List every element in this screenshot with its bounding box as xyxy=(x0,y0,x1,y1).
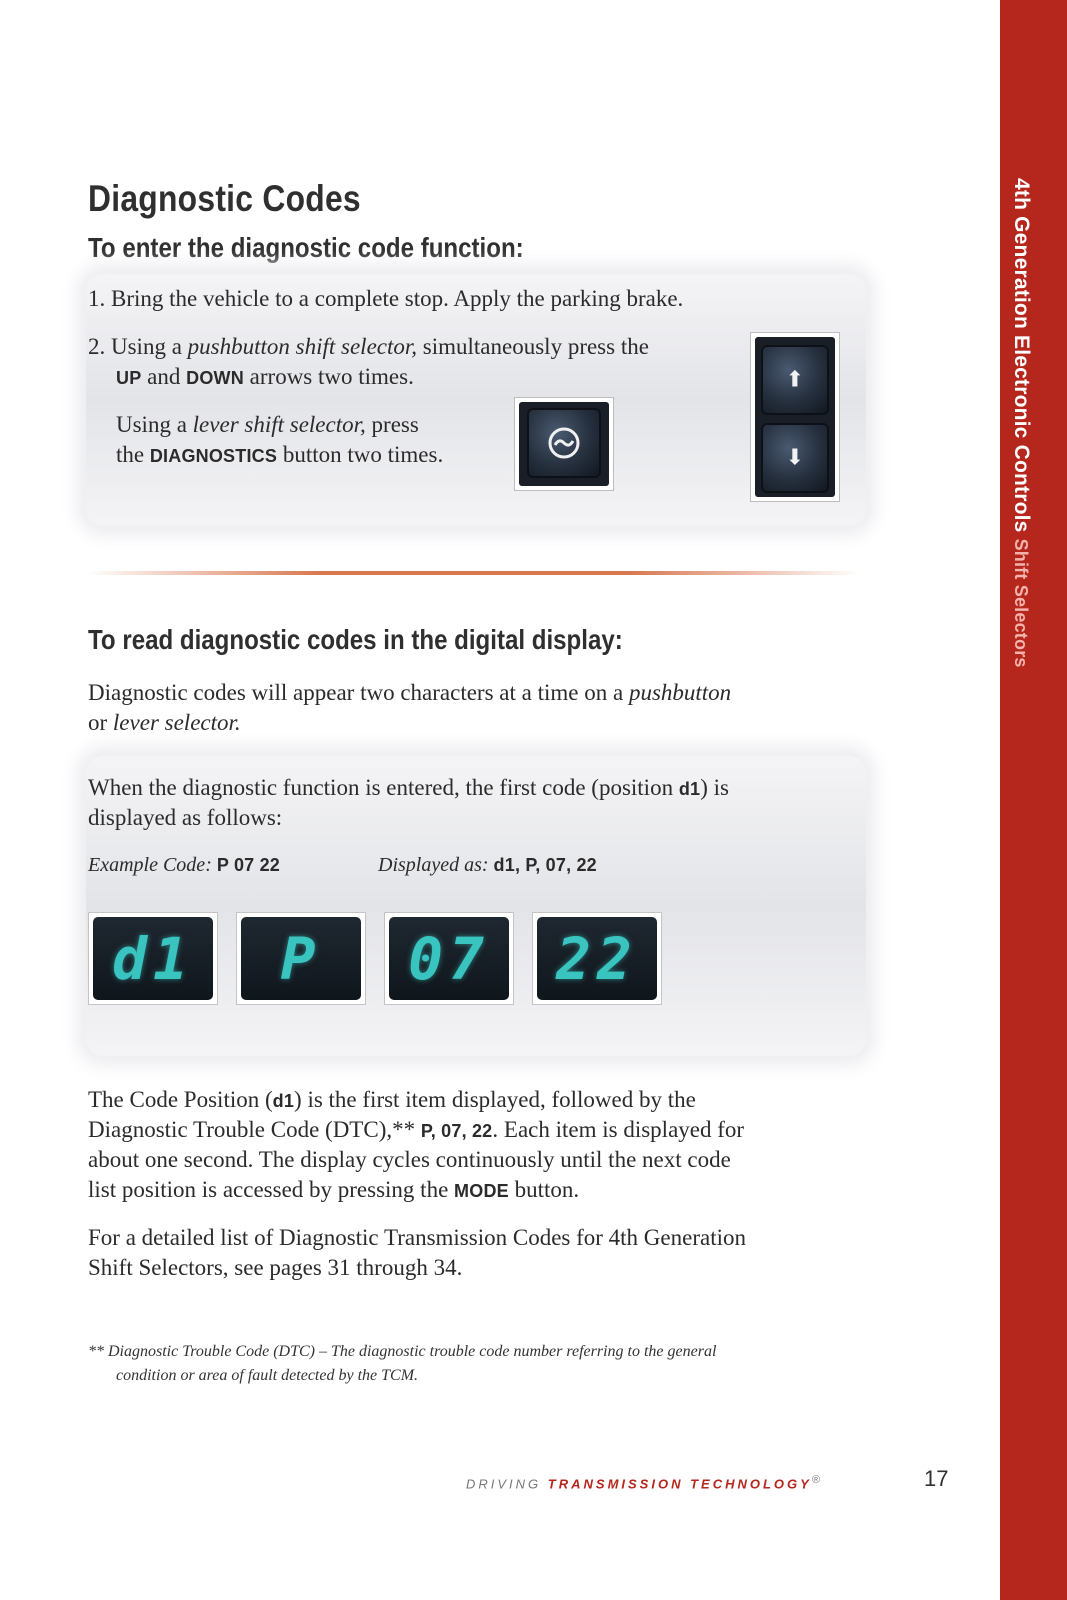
step-2-emphasis: pushbutton shift selector, xyxy=(187,334,418,359)
enter-heading: To enter the diagnostic code function: xyxy=(88,232,524,263)
step-2-text-post: simultaneously press the xyxy=(417,334,649,359)
body-l2-text: Diagnostic Trouble Code (DTC),** xyxy=(88,1117,421,1142)
diagnostics-key xyxy=(527,408,601,478)
read-p1-or: or xyxy=(88,710,113,735)
body-l1-text: The Code Position ( xyxy=(88,1087,273,1112)
body-codes: P, 07, 22 xyxy=(420,1121,493,1141)
lever-post: press xyxy=(365,412,419,437)
mode-label: MODE xyxy=(454,1181,509,1201)
body-l1-post: ) is the first item displayed, followed by the xyxy=(294,1087,696,1112)
page-title: Diagnostic Codes xyxy=(88,178,361,219)
read-para-1-line-1 xyxy=(88,678,731,708)
body-l4-post: button. xyxy=(508,1177,580,1202)
up-key xyxy=(761,345,829,415)
example-value: P 07 22 xyxy=(216,855,280,875)
pages-line-1: For a detailed list of Diagnostic Transmission Codes for 4th Generation xyxy=(88,1225,746,1250)
up-label: UP xyxy=(116,368,142,388)
sidebar-subsection: Shift Selectors xyxy=(1011,538,1031,668)
body-line-2 xyxy=(88,1115,744,1146)
read-para-2-line-1 xyxy=(88,773,729,804)
footer-brand xyxy=(466,1474,823,1491)
page-number: 17 xyxy=(924,1466,949,1491)
diagnostics-icon xyxy=(546,425,582,461)
read-p2-post: ) is xyxy=(700,775,729,800)
read-para-1-line-2 xyxy=(88,708,241,738)
sidebar-section: 4th Generation Electronic Controls xyxy=(1010,178,1033,533)
footnote-line-2: condition or area of fault detected by the TCM. xyxy=(116,1367,419,1384)
digital-display-4 xyxy=(532,912,662,1005)
display-value: P xyxy=(280,925,322,993)
read-p2-text: When the diagnostic function is entered, the first code (position xyxy=(88,775,679,800)
lever-selector-image xyxy=(514,397,614,491)
footer-brand-name: TRANSMISSION TECHNOLOGY xyxy=(547,1476,812,1492)
read-para-2-line-2: displayed as follows: xyxy=(88,805,283,830)
read-p1-emphasis-2: lever selector. xyxy=(112,710,241,735)
lever-emphasis: lever shift selector, xyxy=(192,412,366,437)
and-text: and xyxy=(141,364,187,389)
step-2-end: arrows two times. xyxy=(243,364,414,389)
displayed-value: d1, P, 07, 22 xyxy=(493,855,597,875)
down-key xyxy=(761,423,829,493)
pages-line-2: Shift Selectors, see pages 31 through 34. xyxy=(88,1255,463,1280)
lever-line-1 xyxy=(116,410,419,440)
lever-end: button two times. xyxy=(277,442,444,467)
pushbutton-selector-image xyxy=(750,332,840,502)
step-2-text: 2. Using a xyxy=(88,334,188,359)
digital-display-1 xyxy=(88,912,218,1005)
digital-display-3 xyxy=(384,912,514,1005)
display-value: 07 xyxy=(408,925,490,993)
displayed-label: Displayed as: xyxy=(378,854,494,876)
diagnostics-label: DIAGNOSTICS xyxy=(149,446,278,466)
down-label: DOWN xyxy=(186,368,244,388)
body-d1: d1 xyxy=(272,1091,295,1111)
lever-the: the xyxy=(116,442,150,467)
body-l2-post: . Each item is displayed for xyxy=(492,1117,745,1142)
up-arrow-icon: ⬆ xyxy=(785,367,805,393)
footer-driving: DRIVING xyxy=(466,1476,548,1492)
digital-display-2 xyxy=(236,912,366,1005)
step-2-line-2 xyxy=(116,362,414,393)
body-line-1 xyxy=(88,1085,696,1116)
read-p1-emphasis: pushbutton xyxy=(628,680,732,705)
display-value: 22 xyxy=(556,925,638,993)
display-value: d1 xyxy=(112,925,194,993)
body-line-4 xyxy=(88,1175,579,1206)
step-1: 1. Bring the vehicle to a complete stop. Apply the parking brake. xyxy=(88,286,684,311)
position-d1: d1 xyxy=(678,779,701,799)
step-2-line-1 xyxy=(88,332,649,362)
displayed-as xyxy=(378,850,597,880)
example-label: Example Code: xyxy=(88,854,217,876)
read-heading: To read diagnostic codes in the digital display: xyxy=(88,624,623,655)
body-line-3: about one second. The display cycles continuously until the next code xyxy=(88,1147,731,1172)
body-l4-text: list position is accessed by pressing the xyxy=(88,1177,455,1202)
down-arrow-icon: ⬇ xyxy=(785,445,805,471)
footer-registered: ® xyxy=(811,1474,823,1486)
example-code xyxy=(88,850,280,880)
section-divider xyxy=(88,571,860,575)
lever-line-2 xyxy=(116,440,443,471)
sidebar-title xyxy=(1009,178,1033,668)
lever-text: Using a xyxy=(116,412,193,437)
footnote-line-1: ** Diagnostic Trouble Code (DTC) – The diagnostic trouble code number referring to the general xyxy=(88,1343,717,1360)
read-p1-text: Diagnostic codes will appear two characters at a time on a xyxy=(88,680,629,705)
